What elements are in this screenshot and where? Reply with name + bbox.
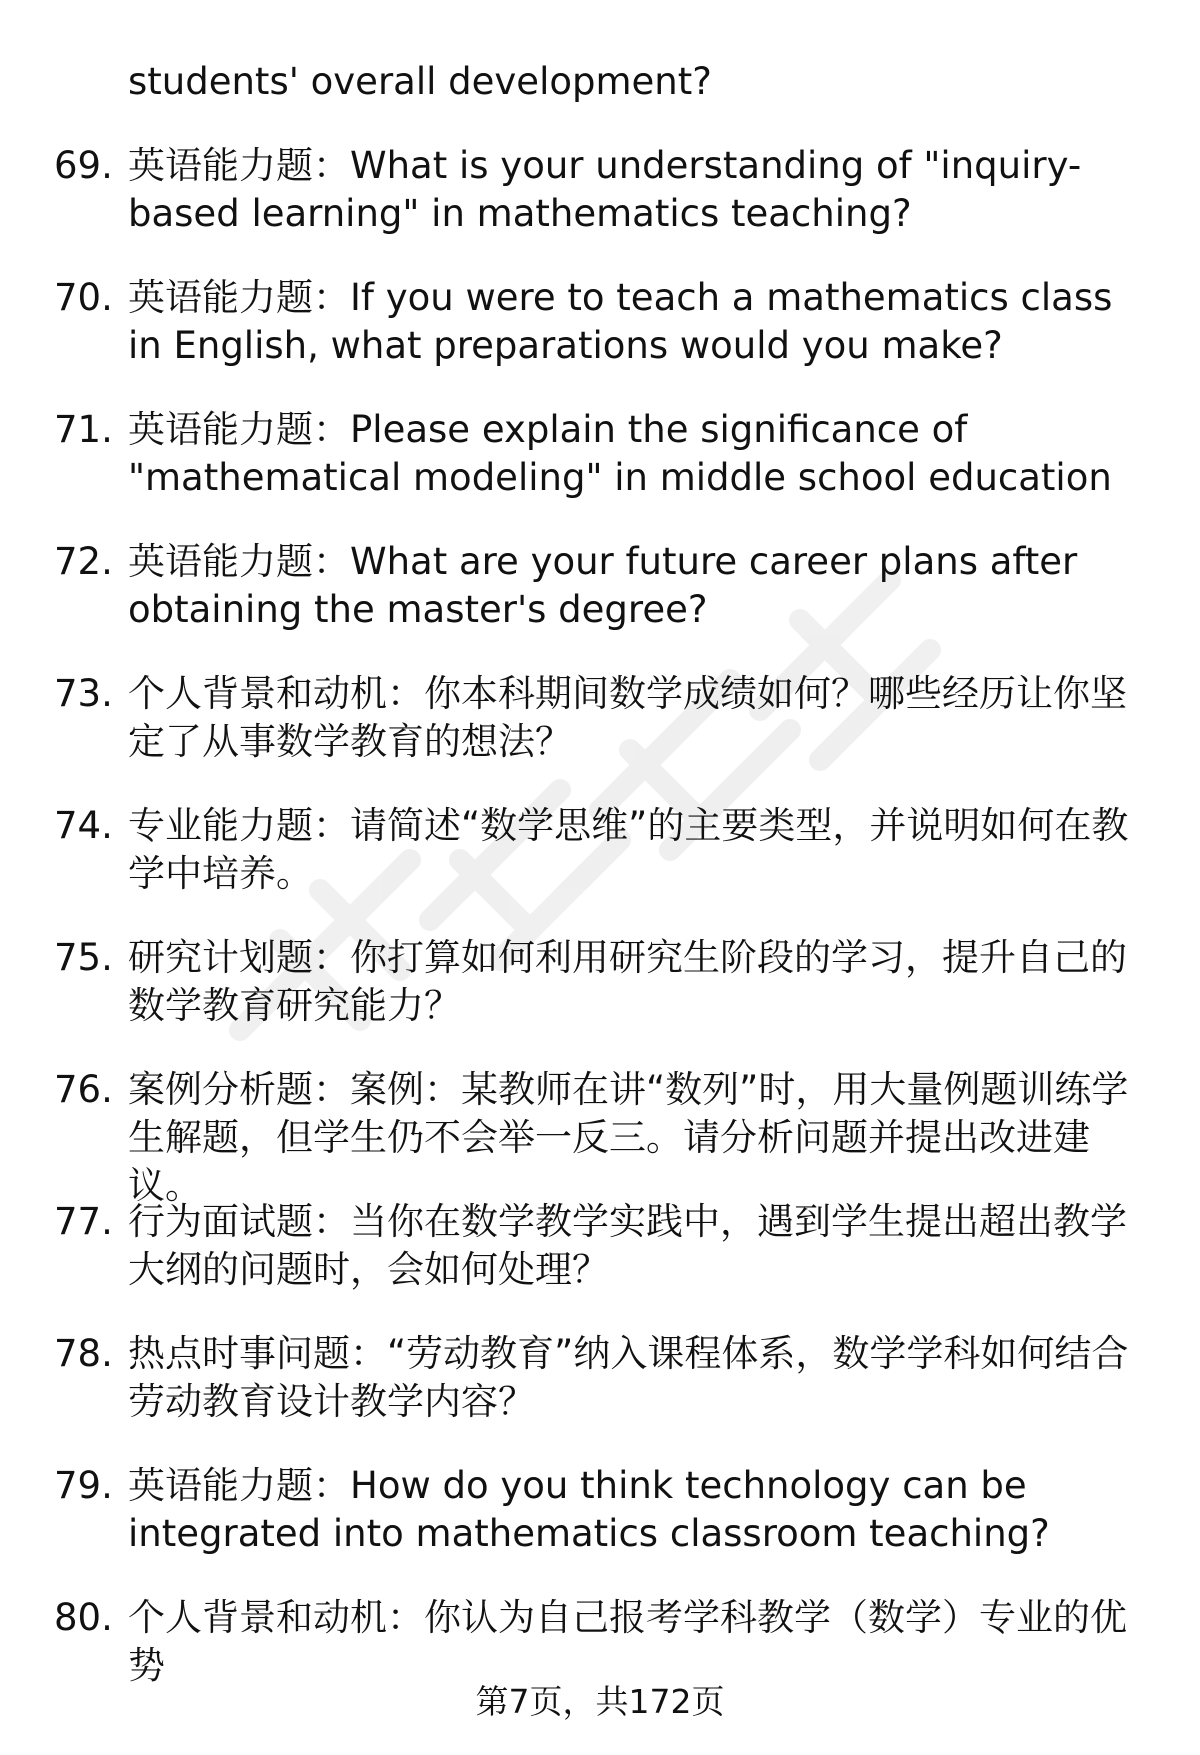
question-number: 77. — [54, 1200, 113, 1243]
page-number-footer: 第7页，共172页 — [475, 1682, 725, 1721]
question-text: 英语能力题：If you were to teach a mathematics class in English, what preparations would you make? — [128, 276, 1113, 367]
question-text: 英语能力题：What are your future career plans after obtaining the master's degree? — [128, 540, 1078, 631]
question-text: 研究计划题：你打算如何利用研究生阶段的学习，提升自己的数学教育研究能力？ — [128, 936, 1127, 1027]
question-number: 76. — [54, 1068, 113, 1111]
question-text: 英语能力题：What is your understanding of "inquiry-based learning" in mathematics teaching? — [128, 144, 1082, 235]
question-item — [0, 1066, 1200, 1207]
question-text: 个人背景和动机：你认为自己报考学科教学（数学）专业的优势 — [128, 1596, 1127, 1687]
question-item — [0, 1462, 1200, 1594]
question-list — [0, 142, 1200, 1726]
question-text: 专业能力题：请简述“数学思维”的主要类型，并说明如何在教学中培养。 — [128, 804, 1129, 895]
question-number: 69. — [54, 144, 113, 187]
question-number: 79. — [54, 1464, 113, 1507]
question-item — [0, 934, 1200, 1066]
question-text: 热点时事问题：“劳动教育”纳入课程体系，数学学科如何结合劳动教育设计教学内容？ — [128, 1332, 1129, 1423]
question-number: 75. — [54, 936, 113, 979]
question-text: 行为面试题：当你在数学教学实践中，遇到学生提出超出教学大纲的问题时，会如何处理？ — [128, 1200, 1127, 1291]
question-item — [0, 670, 1200, 802]
question-text: 个人背景和动机：你本科期间数学成绩如何？哪些经历让你坚定了从事数学教育的想法？ — [128, 672, 1127, 763]
question-item — [0, 1198, 1200, 1330]
question-item — [0, 1330, 1200, 1462]
question-item — [0, 142, 1200, 274]
question-number: 72. — [54, 540, 113, 583]
question-number: 80. — [54, 1596, 113, 1639]
continued-question-text: students' overall development? — [128, 60, 712, 103]
question-item — [0, 406, 1200, 538]
question-item — [0, 538, 1200, 670]
question-number: 70. — [54, 276, 113, 319]
question-number: 71. — [54, 408, 113, 451]
question-item — [0, 802, 1200, 934]
question-text: 案例分析题：案例：某教师在讲“数列”时，用大量例题训练学生解题，但学生仍不会举一反三。请分析问题并提出改进建议。 — [128, 1068, 1129, 1207]
question-number: 73. — [54, 672, 113, 715]
question-text: 英语能力题：Please explain the significance of "mathematical modeling" in middle school education — [128, 408, 1112, 499]
question-number: 74. — [54, 804, 113, 847]
question-number: 78. — [54, 1332, 113, 1375]
question-text: 英语能力题：How do you think technology can be integrated into mathematics classroom teaching? — [128, 1464, 1050, 1555]
question-item — [0, 274, 1200, 406]
